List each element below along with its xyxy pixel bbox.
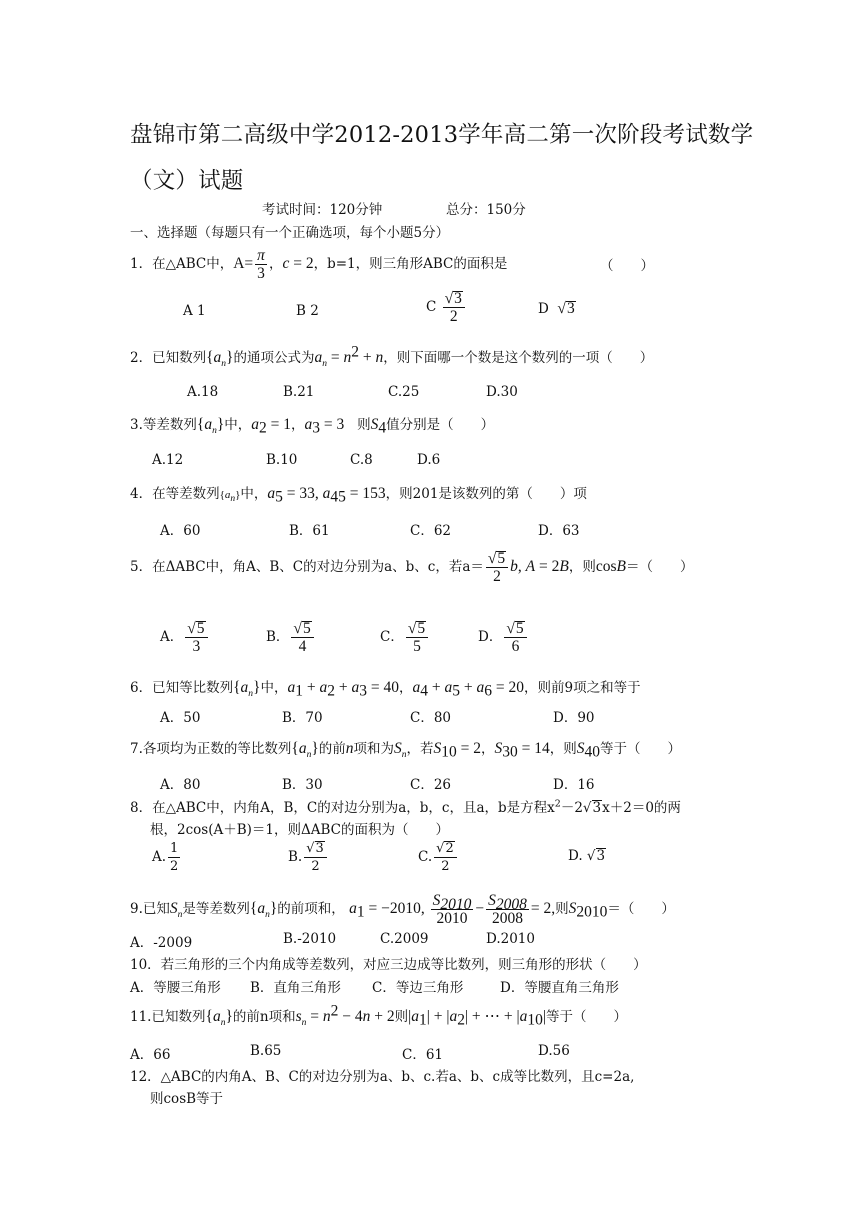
q4-option-a: A．60 [160,523,201,539]
question-11: 11.已知数列$\{a_n\}$的前n项和$s_n = n^2 - 4n + 2$则$|a_1| + |a_2|$ + ⋯ + $|a_{10}|$等于（ ） [130,1002,628,1029]
q5-option-d: D． $\frac{√5}{6}$ [478,620,529,655]
q6-option-b: B．70 [282,710,323,726]
q8-option-b: B. $\frac{√3}{2}$ [288,840,329,875]
question-4: 4．在等差数列$\{a_n\}$中，$a_5 = 33$, $a_{45} = 153$，则201是该数列的第（ ）项 [130,485,587,506]
q3-option-b: B.10 [266,452,298,468]
q3-option-d: D.6 [417,452,441,468]
q3-option-a: A.12 [152,452,184,468]
q1-option-a: A 1 [183,303,206,319]
question-9: 9.已知$S_n$是等差数列$\{a_n\}$的前项和， $a_1 = -2010$, $\frac{S_{2010}}{2010}$ − $\frac{S_{2008}}{2008}$ = 2,则$S_{2010}=$（ ） [130,892,675,927]
question-5: 5．在ΔABC中，角A、B、C的对边分别为a、b、c，若a＝ $\frac{√5}{2}$ b, A = 2B，则cosB＝（ ） [130,550,694,585]
q4-option-d: D．63 [538,523,580,539]
q4-option-c: C．62 [410,523,452,539]
q11-option-d: D.56 [538,1043,570,1059]
q11-option-b: B.65 [250,1043,282,1059]
question-3: 3.等差数列$\{a_n\}$中，$a_2 = 1$，$a_3 = 3$ 则$S_4$值分别是（ ） [130,416,495,437]
q9-option-c: C.2009 [380,931,429,947]
q10-option-d: D．等腰直角三角形 [500,980,619,996]
question-1: 1．在△ABC中，A= $\frac{\pi}{3}$ ，c = 2，b=1，则三角形ABC的面积是 [130,247,508,282]
title-line-1: 盘锦市第二高级中学2012-2013学年高二第一次阶段考试数学 [130,122,754,148]
question-12: 12．△ABC的内角A、B、C的对边分别为a、b、c.若a、b、c成等比数列，且c=2a, [130,1069,635,1085]
exam-total: 总分：150分 [446,202,526,218]
question-8-line-2: 根，2cos(A＋B)＝1，则ΔABC的面积为（ ） [150,822,449,838]
question-1-paren: （ ） [600,258,654,274]
q8-option-a: A. $\frac{1}{2}$ [152,841,179,874]
question-8: 8．在△ABC中，内角A，B，C的对边分别为a，b，c，且a，b是方程$x^2-2√3x+2=0$的两 [130,798,681,816]
question-7: 7.各项均为正数的等比数列$\{a_n\}$的前n项和为$S_n$，若$S_{10} = 2$，$S_{30} = 14$，则$S_{40}$等于（ ） [130,740,682,761]
q7-option-b: B．30 [282,777,323,793]
q7-option-c: C．26 [410,777,452,793]
q7-option-a: A．80 [160,777,201,793]
q9-option-b: B.-2010 [283,931,337,947]
q2-option-d: D.30 [486,384,518,400]
q8-option-c: C. $\frac{√2}{2}$ [418,840,459,875]
q1-option-b: B 2 [296,303,319,319]
q6-option-d: D．90 [553,710,595,726]
question-10: 10．若三角形的三个内角成等差数列，对应三边成等比数列，则三角形的形状（ ） [130,957,647,973]
title-line-2: （文）试题 [130,168,244,194]
section-heading: 一、选择题（每题只有一个正确选项，每个小题5分） [130,225,450,241]
question-12-line-2: 则cosB等于 [150,1091,224,1107]
q7-option-d: D．16 [553,777,595,793]
q9-option-a: A．-2009 [130,935,193,951]
q10-option-c: C．等边三角形 [372,980,464,996]
question-6: 6．已知等比数列$\{a_n\}$中，$a_1 + a_2 + a_3 = 40$，$a_4 + a_5 + a_6 = 20$，则前9项之和等于 [130,679,641,700]
q11-option-c: C．61 [402,1047,444,1063]
q5-option-b: B． $\frac{√5}{4}$ [266,620,316,655]
q8-option-d: D. √3 [568,848,606,864]
q10-option-b: B．直角三角形 [250,980,341,996]
q11-option-a: A．66 [130,1047,171,1063]
exam-title [130,112,790,204]
q6-option-c: C．80 [410,710,452,726]
q6-option-a: A．50 [160,710,201,726]
exam-time: 考试时间：120分钟 [262,202,383,218]
q2-option-b: B.21 [283,384,315,400]
q10-option-a: A．等腰三角形 [130,980,221,996]
q4-option-b: B．61 [289,523,330,539]
q3-option-c: C.8 [350,452,373,468]
question-2: 2．已知数列$\{a_n\}$的通项公式为$a_n = n^2 + n$，则下面哪一个数是这个数列的一项（ ） [130,343,654,370]
q5-option-c: C． $\frac{√5}{5}$ [380,620,430,655]
q2-option-a: A.18 [187,384,219,400]
q1-option-d: D √3 [538,300,575,317]
q9-option-d: D.2010 [486,931,535,947]
q5-option-a: A． $\frac{√5}{3}$ [160,620,210,655]
q1-option-c: C $\frac{√3}{2}$ [426,290,467,325]
q2-option-c: C.25 [388,384,420,400]
